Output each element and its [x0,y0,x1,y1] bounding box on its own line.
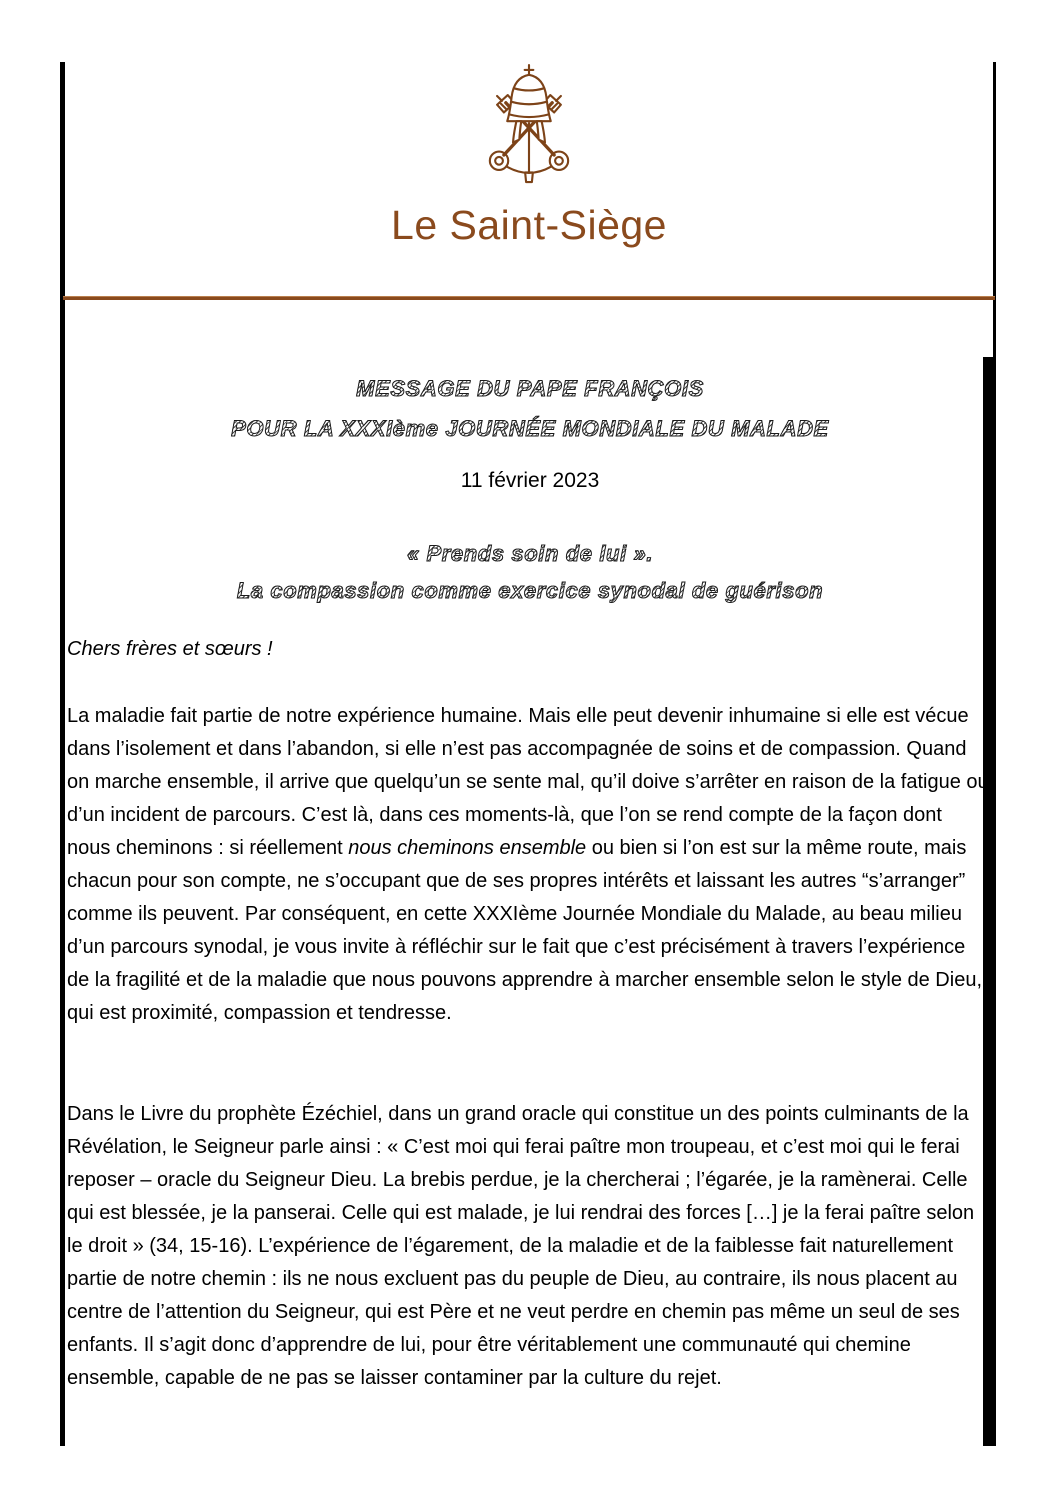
body-paragraph-2: Dans le Livre du prophète Ézéchiel, dans un grand oracle qui constitue un des points culminants de la Révélation, le Seigneur parle ainsi : « C’est moi qui ferai paître mon troupeau, et c’est moi qui le ferai reposer – oracle du Seigneur Dieu. La brebis perdue, je la chercherai ; l’égarée, je la ramènerai. Celle qui est blessée, je la panserai. Celle qui est malade, je lui rendrai des forces […] je la ferai paître selon le droit » (34, 15-16). L’expérience de l’égarement, de la maladie et de la faiblesse fait naturellement partie de notre chemin : ils ne nous excluent pas du peuple de Dieu, au contraire, ils nous placent au centre de l’attention du Seigneur, qui est Père et ne veut perdre en chemin pas même un seul de ses enfants. Il s’agit donc d’apprendre de lui, pour être véritablement une communauté qui chemine ensemble, capable de ne pas se laisser contaminer par la culture du rejet. [67,1103,975,1389]
document-title [67,369,993,449]
tiara-cross-icon [525,65,534,75]
document-title-line1: MESSAGE DU PAPE FRANÇOIS [356,376,704,401]
page-left-border [60,62,65,1446]
document-subtitle-line1: « Prends soin de lui ». [406,541,654,566]
site-title: Le Saint-Siège [391,202,667,248]
document-subtitle [67,535,993,609]
salutation: Chers frères et sœurs ! [67,638,273,660]
document-subtitle-line2: La compassion comme exercice synodal de guérison [236,578,824,603]
header-divider [63,296,995,300]
body-paragraph-1: La maladie fait partie de notre expérience humaine. Mais elle peut devenir inhumaine si elle est vécue dans l’isolement et dans l’abandon, si elle n’est pas accompagnée de soins et de compassion. Quand on marche ensemble, il arrive que quelqu’un se sente mal, qu’il doive s’arrêter en raison de la fatigue ou d’un incident de parcours. C’est là, dans ces moments-là, que l’on se rend compte de la façon dont nous cheminons : si réellement nous cheminons ensemble ou bien si l’on est sur la même route, mais chacun pour son compte, ne s’occupant que de ses propres intérêts et laissant les autres “s’arranger” comme ils peuvent. Par conséquent, en cette XXXIème Journée Mondiale du Malade, au beau milieu d’un parcours synodal, je vous invite à réfléchir sur le fait que c’est précisément à travers l’expérience de la fragilité et de la maladie que nous pouvons apprendre à marcher ensemble selon le style de Dieu, qui est proximité, compassion et tendresse. [67,705,989,1024]
vatican-emblem-icon [471,60,587,192]
document-date: 11 février 2023 [460,469,600,492]
document-title-line2: POUR LA XXXIème JOURNÉE MONDIALE DU MALADE [231,416,829,441]
